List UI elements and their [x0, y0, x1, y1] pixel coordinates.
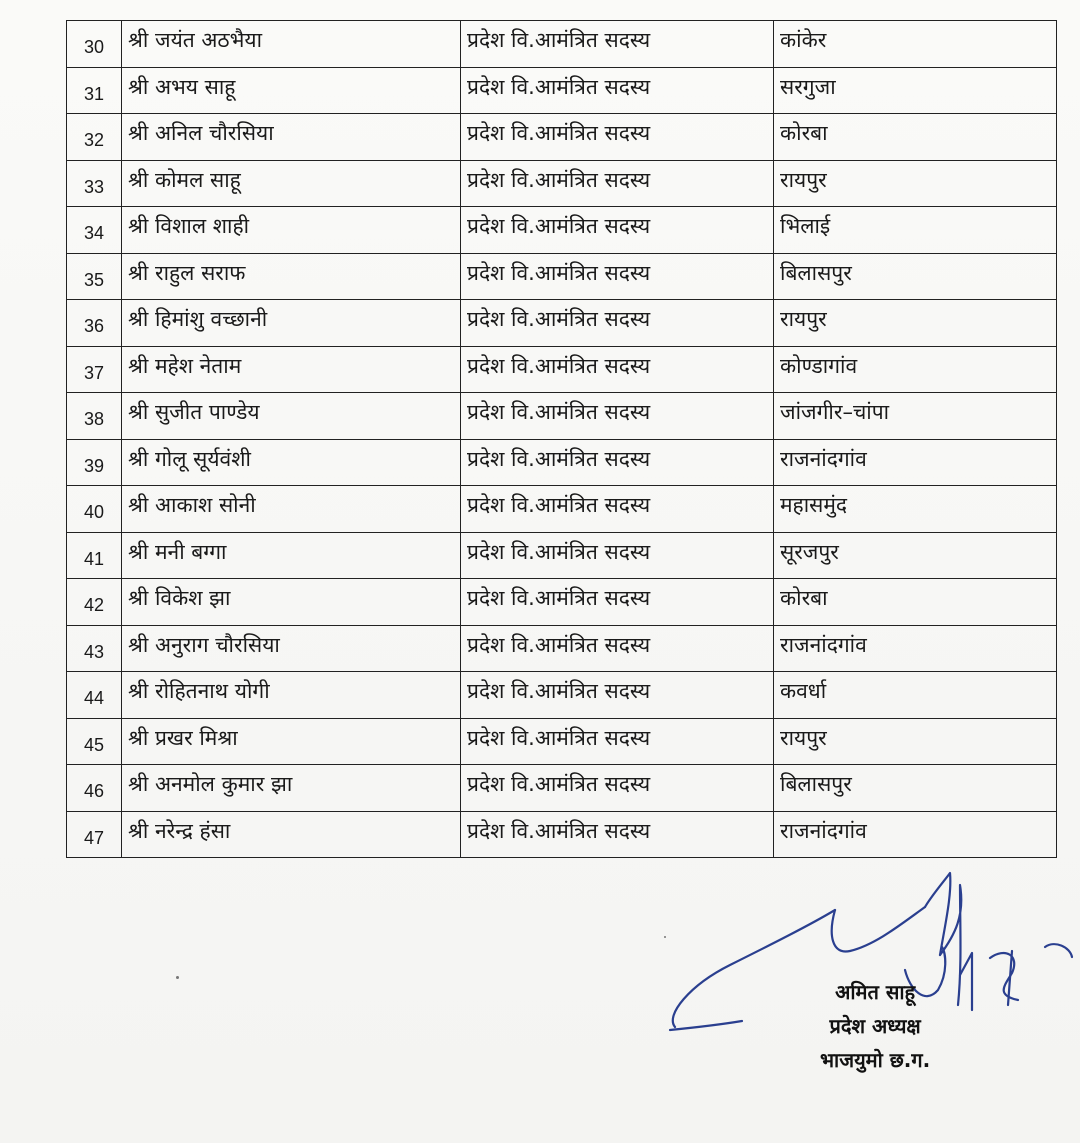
member-district-cell: [774, 765, 1057, 812]
table-row: [67, 625, 1057, 672]
member-post: प्रदेश वि.आमंत्रित सदस्य: [467, 74, 651, 99]
member-name: श्री विशाल शाही: [128, 214, 250, 238]
serial-number: 39: [83, 455, 105, 476]
member-name: श्री गोलू सूर्यवंशी: [128, 446, 251, 471]
table-row: [67, 532, 1057, 579]
member-name-cell: [122, 114, 461, 161]
serial-number-cell: [67, 718, 122, 765]
serial-number: 33: [83, 176, 105, 197]
table-row: [67, 207, 1057, 254]
member-name-cell: [122, 207, 461, 254]
table-row: [67, 160, 1057, 207]
serial-number: 40: [83, 502, 105, 523]
serial-number-cell: [67, 300, 122, 347]
member-post: प्रदेश वि.आमंत्रित सदस्य: [467, 539, 651, 564]
member-post-cell: [461, 114, 774, 161]
member-post: प्रदेश वि.आमंत्रित सदस्य: [467, 167, 651, 192]
table-row: [67, 346, 1057, 393]
member-post: प्रदेश वि.आमंत्रित सदस्य: [467, 121, 651, 145]
member-name: श्री राहुल सराफ: [128, 260, 246, 285]
serial-number: 31: [83, 83, 105, 104]
serial-number: 42: [83, 595, 105, 616]
serial-number-cell: [67, 207, 122, 254]
member-district-cell: [774, 672, 1057, 719]
member-name-cell: [122, 579, 461, 626]
member-post: प्रदेश वि.आमंत्रित सदस्य: [467, 400, 651, 424]
member-district-cell: [774, 811, 1057, 858]
serial-number-cell: [67, 625, 122, 672]
table-row: [67, 300, 1057, 347]
member-name: श्री जयंत अठभैया: [128, 28, 263, 52]
table-row: [67, 393, 1057, 440]
member-name: श्री अनिल चौरसिया: [128, 121, 274, 145]
member-district: राजनांदगांव: [780, 818, 867, 843]
paper-speck: [176, 976, 179, 979]
members-table: [66, 20, 1057, 858]
member-district-cell: [774, 486, 1057, 533]
serial-number: 41: [83, 548, 105, 569]
member-post: प्रदेश वि.आमंत्रित सदस्य: [467, 214, 651, 238]
table-row: [67, 579, 1057, 626]
member-post: प्रदेश वि.आमंत्रित सदस्य: [467, 260, 651, 285]
member-district-cell: [774, 579, 1057, 626]
serial-number: 46: [83, 781, 105, 802]
signatory-organization: भाजयुमो छ.ग.: [820, 1048, 931, 1072]
table-row: [67, 439, 1057, 486]
member-name-cell: [122, 300, 461, 347]
member-post: प्रदेश वि.आमंत्रित सदस्य: [467, 493, 651, 517]
member-name: श्री प्रखर मिश्रा: [128, 725, 238, 750]
member-post-cell: [461, 439, 774, 486]
table-row: [67, 486, 1057, 533]
member-name-cell: [122, 672, 461, 719]
member-post: प्रदेश वि.आमंत्रित सदस्य: [467, 679, 651, 703]
paper-speck: [664, 936, 666, 938]
member-name: श्री हिमांशु वच्छानी: [128, 307, 268, 331]
member-post-cell: [461, 765, 774, 812]
member-district: बिलासपुर: [780, 260, 852, 285]
member-district-cell: [774, 67, 1057, 114]
serial-number-cell: [67, 21, 122, 68]
member-name-cell: [122, 253, 461, 300]
serial-number: 35: [83, 269, 105, 290]
member-district: बिलासपुर: [780, 772, 852, 796]
member-district: कोरबा: [780, 121, 828, 145]
member-post-cell: [461, 253, 774, 300]
serial-number-cell: [67, 67, 122, 114]
member-district: रायपुर: [780, 167, 827, 192]
member-post-cell: [461, 393, 774, 440]
member-district: रायपुर: [780, 725, 827, 750]
member-post-cell: [461, 346, 774, 393]
member-post: प्रदेश वि.आमंत्रित सदस्य: [467, 353, 651, 378]
serial-number-cell: [67, 439, 122, 486]
serial-number-cell: [67, 486, 122, 533]
member-name-cell: [122, 439, 461, 486]
member-name-cell: [122, 765, 461, 812]
serial-number: 43: [83, 641, 105, 662]
member-district-cell: [774, 207, 1057, 254]
member-district-cell: [774, 718, 1057, 765]
member-name: श्री रोहितनाथ योगी: [128, 679, 270, 703]
member-post-cell: [461, 300, 774, 347]
serial-number-cell: [67, 765, 122, 812]
member-post-cell: [461, 207, 774, 254]
member-district: कांकेर: [780, 28, 827, 52]
member-name: श्री आकाश सोनी: [128, 493, 256, 517]
serial-number-cell: [67, 672, 122, 719]
serial-number-cell: [67, 160, 122, 207]
member-post-cell: [461, 718, 774, 765]
serial-number: 32: [83, 130, 105, 151]
table-row: [67, 811, 1057, 858]
serial-number-cell: [67, 811, 122, 858]
signatory-block: [820, 975, 930, 1077]
member-district-cell: [774, 21, 1057, 68]
member-name-cell: [122, 160, 461, 207]
serial-number-cell: [67, 579, 122, 626]
table-row: [67, 21, 1057, 68]
serial-number: 47: [83, 827, 105, 848]
member-district-cell: [774, 160, 1057, 207]
member-name: श्री मनी बग्गा: [128, 539, 227, 564]
member-post: प्रदेश वि.आमंत्रित सदस्य: [467, 818, 651, 843]
member-district: सूरजपुर: [780, 539, 839, 564]
member-name: श्री नरेन्द्र हंसा: [128, 818, 231, 843]
member-name-cell: [122, 718, 461, 765]
member-post: प्रदेश वि.आमंत्रित सदस्य: [467, 632, 651, 657]
member-district-cell: [774, 346, 1057, 393]
member-district-cell: [774, 439, 1057, 486]
serial-number: 45: [83, 734, 105, 755]
member-post-cell: [461, 625, 774, 672]
member-district-cell: [774, 625, 1057, 672]
serial-number: 30: [83, 37, 105, 58]
serial-number: 44: [83, 688, 105, 709]
member-district-cell: [774, 114, 1057, 161]
serial-number: 34: [83, 223, 105, 244]
member-name-cell: [122, 393, 461, 440]
table-row: [67, 114, 1057, 161]
member-name: श्री अनुराग चौरसिया: [128, 632, 280, 657]
member-post-cell: [461, 579, 774, 626]
member-post: प्रदेश वि.आमंत्रित सदस्य: [467, 725, 651, 750]
serial-number-cell: [67, 253, 122, 300]
member-district-cell: [774, 253, 1057, 300]
member-district: कोरबा: [780, 586, 828, 610]
member-post-cell: [461, 67, 774, 114]
member-post-cell: [461, 486, 774, 533]
member-post-cell: [461, 672, 774, 719]
member-district: भिलाई: [780, 214, 831, 238]
member-district-cell: [774, 300, 1057, 347]
member-district-cell: [774, 532, 1057, 579]
table-row: [67, 253, 1057, 300]
serial-number: 37: [83, 362, 105, 383]
table-row: [67, 672, 1057, 719]
member-post: प्रदेश वि.आमंत्रित सदस्य: [467, 307, 651, 331]
member-district: रायपुर: [780, 307, 827, 331]
member-name: श्री विकेश झा: [128, 586, 231, 610]
serial-number-cell: [67, 532, 122, 579]
member-post-cell: [461, 160, 774, 207]
member-district: राजनांदगांव: [780, 446, 867, 471]
member-name: श्री कोमल साहू: [128, 167, 241, 192]
member-name: श्री अनमोल कुमार झा: [128, 772, 293, 796]
member-name-cell: [122, 346, 461, 393]
member-name-cell: [122, 532, 461, 579]
member-name-cell: [122, 811, 461, 858]
table-row: [67, 765, 1057, 812]
member-district: जांजगीर–चांपा: [780, 400, 890, 424]
serial-number-cell: [67, 346, 122, 393]
member-name-cell: [122, 67, 461, 114]
member-post: प्रदेश वि.आमंत्रित सदस्य: [467, 586, 651, 610]
serial-number-cell: [67, 393, 122, 440]
table-row: [67, 718, 1057, 765]
members-table-body: [67, 21, 1057, 858]
member-name-cell: [122, 21, 461, 68]
member-post-cell: [461, 532, 774, 579]
signatory-name: अमित साहू: [835, 980, 916, 1004]
member-name-cell: [122, 486, 461, 533]
member-name: श्री सुजीत पाण्डेय: [128, 400, 260, 424]
member-post-cell: [461, 811, 774, 858]
member-post: प्रदेश वि.आमंत्रित सदस्य: [467, 446, 651, 471]
signatory-designation: प्रदेश अध्यक्ष: [829, 1014, 921, 1038]
serial-number-cell: [67, 114, 122, 161]
member-post-cell: [461, 21, 774, 68]
member-district: कोण्डागांव: [780, 353, 858, 378]
member-district: सरगुजा: [780, 74, 836, 99]
member-name: श्री अभय साहू: [128, 74, 236, 99]
member-district: राजनांदगांव: [780, 632, 867, 657]
member-district: कवर्धा: [780, 679, 827, 703]
member-post: प्रदेश वि.आमंत्रित सदस्य: [467, 772, 651, 796]
table-row: [67, 67, 1057, 114]
member-district-cell: [774, 393, 1057, 440]
serial-number: 36: [83, 316, 105, 337]
member-name-cell: [122, 625, 461, 672]
member-district: महासमुंद: [780, 493, 848, 517]
member-name: श्री महेश नेताम: [128, 353, 242, 378]
member-post: प्रदेश वि.आमंत्रित सदस्य: [467, 28, 651, 52]
serial-number: 38: [83, 409, 105, 430]
